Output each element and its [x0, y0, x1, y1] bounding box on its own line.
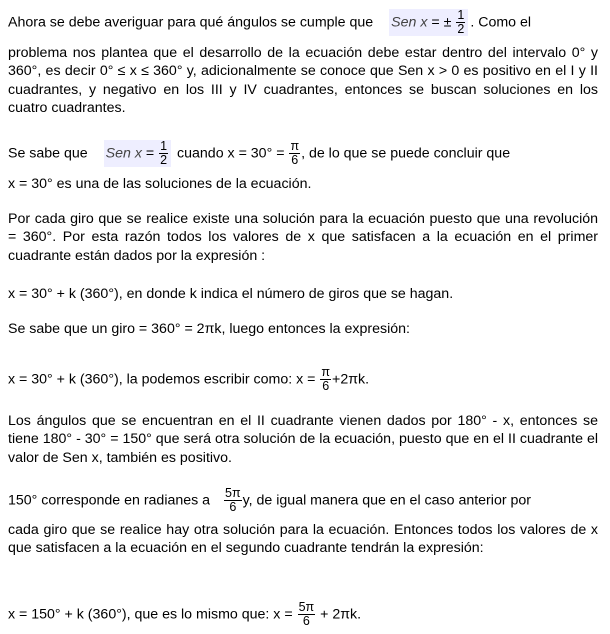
p8-before: 150° corresponde en radianes a: [8, 492, 211, 509]
sen-fn: Sen: [391, 14, 417, 31]
p1-first-line: [8, 9, 531, 36]
p2-mid: cuando x = 30° =: [177, 145, 285, 162]
fraction-pi-over-6: $\frac{\pi}{6}$: [321, 365, 331, 393]
p9: [8, 601, 361, 628]
sen-equation-1: [389, 9, 468, 36]
p2-line2: x = 30° es una de las soluciones de la ecuación.: [8, 176, 312, 192]
p9-after: + 2πk.: [320, 606, 362, 623]
p2-before: Se sabe que: [8, 145, 88, 162]
p3: Por cada giro que se realice existe una solución para la ecuación puesto que una revolución = 360°. Por esta razón todos los valores de x que satisfacen a la ecuación en el primer cuadrante están dados por la expresión :: [8, 211, 598, 264]
fraction-5pi-over-6: $\frac{5\pi}{6}$: [225, 486, 241, 514]
p1-rest: problema nos plantea que el desarrollo de la ecuación debe estar dentro del intervalo 0° y 360°, es decir 0° ≤ x ≤ 360° y, adicionalmente se conoce que Sen x > 0 es positivo en el I y II cuadrantes, y negativo en los III y IV cuadrantes, entonces se buscan soluciones en los cuatro cuadrantes.: [8, 45, 598, 116]
p6-after: +2πk.: [332, 371, 370, 388]
p5: Se sabe que un giro = 360° = 2πk, luego entonces la expresión:: [8, 321, 410, 337]
fraction-one-half: $\frac{1}{2}$: [160, 139, 168, 167]
fraction-pi-over-6: $\frac{\pi}{6}$: [290, 139, 300, 167]
p8-after: y, de igual manera que en el caso anterior por: [242, 492, 531, 509]
p6: [8, 366, 369, 393]
p7: Los ángulos que se encuentran en el II cuadrante vienen dados por 180° - x, entonces se tiene 180° - 30° = 150° que será otra solución de la ecuación, puesto que en el II cuadrante el valor de Sen x, también es positivo.: [8, 413, 598, 466]
p6-before: x = 30° + k (360°), la podemos escribir como: x =: [8, 371, 316, 388]
fraction-one-half: $\frac{1}{2}$: [457, 8, 465, 36]
p2-after: , de lo que se puede concluir que: [301, 145, 511, 162]
p2-first-line: [8, 140, 510, 167]
p1-after: . Como el: [470, 14, 532, 31]
sen-var: x: [420, 14, 428, 31]
p8-first-line: [8, 487, 531, 514]
p9-before: x = 150° + k (360°), que es lo mismo que: x =: [8, 606, 293, 623]
fraction-5pi-over-6: $\frac{5\pi}{6}$: [298, 600, 315, 628]
sen-equation-2: Sen x = $\frac{1}{2}$: [104, 140, 171, 167]
p8-rest: cada giro que se realice hay otra solución para la ecuación. Entonces todos los valores de x que satisfacen a la ecuación en el segundo cuadrante tendrán la expresión:: [8, 522, 598, 557]
p4: x = 30° + k (360°), en donde k indica el número de giros que se hagan.: [8, 286, 454, 302]
sen-eq: = ±: [431, 14, 452, 31]
p1-before: Ahora se debe averiguar para qué ángulos se cumple que: [8, 14, 374, 31]
